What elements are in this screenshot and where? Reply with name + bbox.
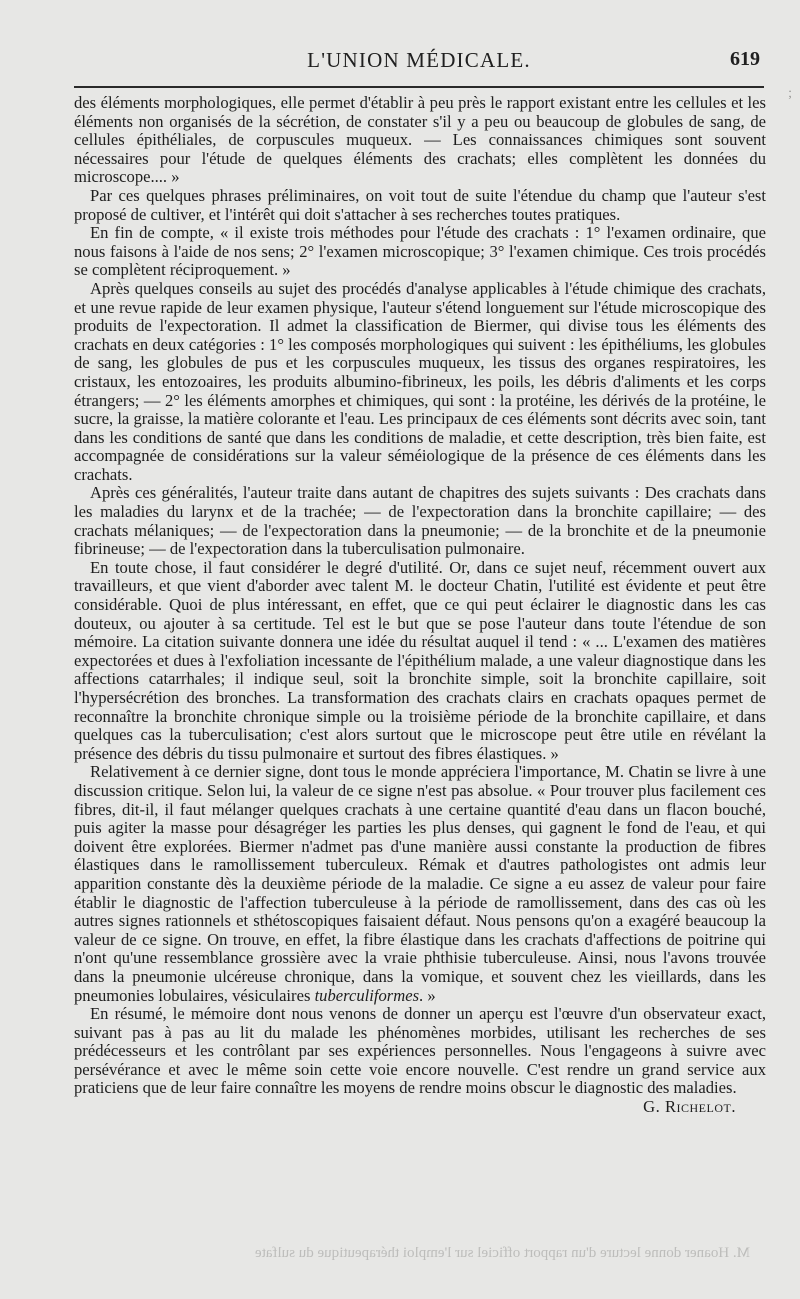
paragraph-4: Après quelques conseils au sujet des procédés d'analyse applicables à l'étude chimique des crachats, et une revue rapide de leur examen physique, l'auteur s'étend longuement sur l'étude microscopique des produits de l'expectoration. Il admet la classification de Biermer, qui divise tous les éléments des crachats en deux catégories : 1° les composés morphologiques qui suivent : les épithéliums, les globules de sang, les globules de pus et les corpuscules muqueux, les tissus des organes respiratoires, les cristaux, les entozoaires, les produits albumino-fibrineux, les poils, les débris d'aliments et les corps étrangers; — 2° les éléments amorphes et chimiques, qui sont : la protéine, les dérivés de la protéine, le sucre, la graisse, la matière colorante et l'eau. Les principaux de ces éléments sont décrits avec soin, tant dans les conditions de santé que dans les conditions de maladie, et cette description, très bien faite, est accompagnée de considérations sur la valeur séméiologique de la présence de ces éléments dans les crachats. — [74, 278, 766, 484]
paragraph-7 — [74, 763, 766, 1005]
paragraph-8-text: En résumé, le mémoire dont nous venons de donner un aperçu est l'œuvre d'un observateur exact, suivant pas à pas au lit du malade les phénomènes morbides, utilisant les recherches de ses prédécesseurs et les contrôlant par ses expériences personnelles. Nous l'engageons à suivre avec persévérance et avec le même soin cette voie encore nouvelle. C'est rendre un grand service aux praticiens que de leur faire connaître les moyens de rendre moins obscur le diagnostic des maladies. — [74, 1004, 766, 1098]
paragraph-3: En fin de compte, « il existe trois méthodes pour l'étude des crachats : 1° l'examen ordinaire, que nous faisons à l'aide de nos sens; 2° l'examen microscopique; 3° l'examen chimique. Ces trois procédés se complètent réciproquement. » — [74, 223, 766, 280]
bleed-through-text: M. Hoaner donne lecture d'un rapport officiel sur l'emploi thérapeutique du sulfate — [255, 1245, 750, 1261]
paragraph-8 — [74, 1004, 766, 1117]
paragraph-5: Après ces généralités, l'auteur traite dans autant de chapitres des sujets suivants : Des crachats dans les maladies du larynx et de la trachée; — de l'expectoration dans la bronchite capillaire; — des crachats mélaniques; — de l'expectoration dans la pneumonie; — de la bronchite et de la pneumonie fibrineuse; — de l'expectoration dans la tuberculisation pulmonaire. — [74, 483, 766, 559]
header-rule — [74, 86, 764, 88]
italic-term: tuberculiformes — [314, 985, 420, 1005]
paragraph-2: Par ces quelques phrases préliminaires, on voit tout de suite l'étendue du champ que l'auteur s'est proposé de cultiver, et l'intérêt qui doit s'attacher à ses recherches toutes pratiques. — [74, 185, 766, 224]
article-body — [74, 94, 766, 1117]
page-number: 619 — [730, 48, 760, 70]
page-header — [74, 44, 764, 84]
quote-close: . » — [419, 985, 436, 1005]
running-title: L'UNION MÉDICALE. — [307, 48, 531, 72]
paragraph-1: des éléments morphologiques, elle permet d'établir à peu près le rapport existant entre les cellules et les éléments non organisés de la sécrétion, de constater s'il y a peu ou beaucoup de globules de sang, de cellules épithéliales, de corpuscules muqueux. — Les connaissances chimiques sont souvent nécessaires pour l'étude de quelques éléments des crachats; elles complètent les données du microscope.... » — [74, 93, 766, 187]
paragraph-6: En toute chose, il faut considérer le degré d'utilité. Or, dans ce sujet neuf, récemment ouvert aux travailleurs, et que vient d'aborder avec talent M. le docteur Chatin, l'utilité est évidente et peut être considérable. Quoi de plus intéressant, en effet, que ce qui peut éclairer le diagnostic dans les cas douteux, ou ajouter à sa certitude. Tel est le but que se pose l'auteur dans toute l'étendue de son mémoire. La citation suivante donnera une idée du résultat auquel il tend : « ... L'examen des matières expectorées et dues à l'exfoliation incessante de l'épithélium malade, a une valeur diagnostique dans les affections catarrhales; il indique seul, soit la bronchite simple, soit la bronchite capillaire, soit l'hypersécrétion des bronches. La transformation des crachats clairs en crachats opaques permet de reconnaître la bronchite chronique simple ou la troisième période de la bronchite capillaire, et dans quelques cas la tuberculisation; c'est alors surtout que le microscope peut être utile en révélant la présence des débris du tissu pulmonaire et surtout des fibres élastiques. » — [74, 557, 766, 763]
paragraph-7-text: Relativement à ce dernier signe, dont tous le monde appréciera l'importance, M. Chatin se livre à une discussion critique. Selon lui, la valeur de ce signe n'est pas absolue. « Pour trouver plus facilement ces fibres, dit-il, il faut mélanger quelques crachats à une certaine quantité d'eau dans un flacon bouché, puis agiter la masse pour désagréger les parties les plus denses, qui gagnent le fond de l'eau, et qui doivent être explorées. Biermer n'admet pas d'une manière aussi constante la production de fibres élastiques dans le ramollissement tuberculeux. Rémak et d'autres pathologistes ont admis leur apparition constante dès la deuxième période de la maladie. Ce signe a eu assez de valeur pour faire établir le diagnostic de l'affection tuberculeuse à la période de ramollissement, dans des cas où les autres signes rationnels et sthétoscopiques faisaient défaut. Nous pensons qu'on a exagéré beaucoup la valeur de ce signe. On trouve, en effet, la fibre élastique dans les crachats d'affections de poitrine qui n'ont qu'une ressemblance grossière avec la vraie phthisie tuberculeuse. Ainsi, nous l'avons trouvée dans la pneumonie ulcéreuse chronique, dans la vomique, et souvent chez les vieillards, dans les pneumonies lobulaires, vésiculaires — [74, 762, 766, 1005]
author-signature: G. Richelot. — [643, 1097, 736, 1117]
margin-mark: ; — [788, 86, 792, 101]
